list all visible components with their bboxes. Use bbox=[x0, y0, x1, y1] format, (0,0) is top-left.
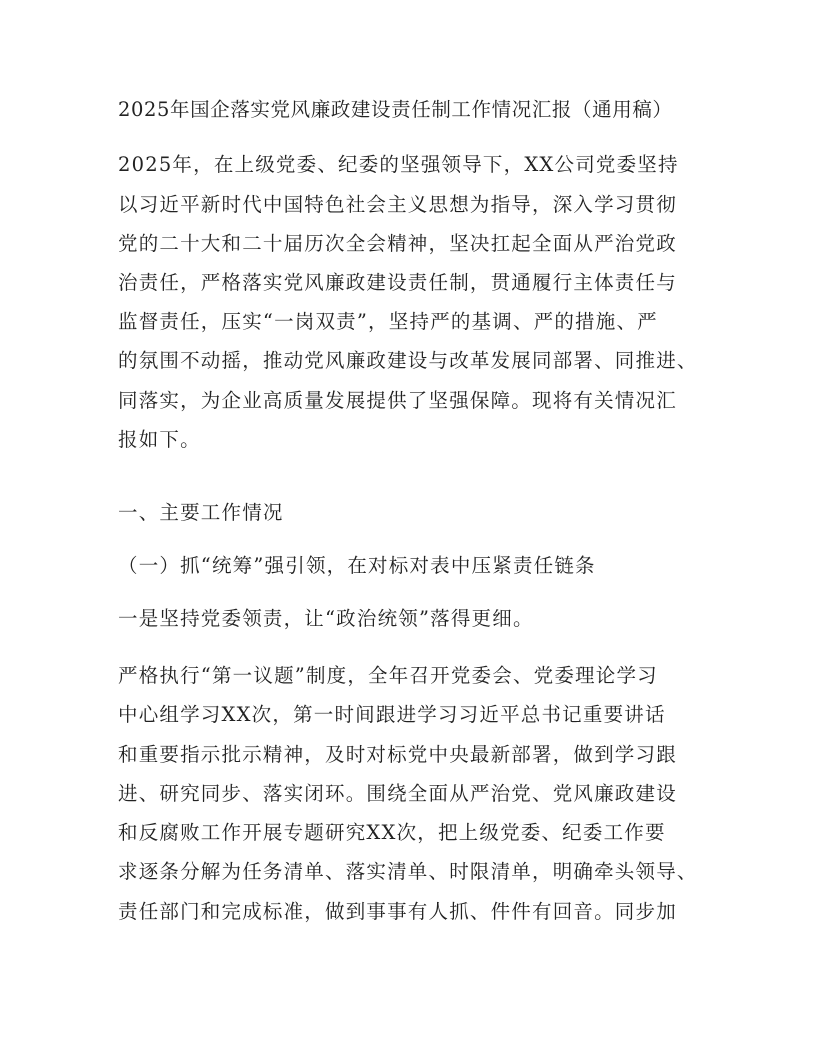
point-heading: 一是坚持党委领责，让“政治统领”落得更细。 bbox=[118, 607, 534, 630]
body-line-6: 求逐条分解为任务清单、落实清单、时限清单，明确牵头领导、 bbox=[118, 860, 698, 883]
intro-line-7: 同落实，为企业高质量发展提供了坚强保障。现将有关情况汇 bbox=[118, 389, 677, 412]
intro-line-3: 党的二十大和二十届历次全会精神，坚决扛起全面从严治党政 bbox=[118, 232, 677, 255]
section-heading: 一、主要工作情况 bbox=[118, 501, 284, 524]
intro-line-5: 监督责任，压实“一岗双责”，坚持严的基调、严的措施、严 bbox=[118, 310, 658, 333]
intro-line-4: 治责任，严格落实党风廉政建设责任制，贯通履行主体责任与 bbox=[118, 271, 677, 294]
intro-line-6: 的氛围不动摇，推动党风廉政建设与改革发展同部署、同推进、 bbox=[118, 349, 698, 372]
body-line-5: 和反腐败工作开展专题研究XX次，把上级党委、纪委工作要 bbox=[118, 821, 666, 844]
body-line-1: 严格执行“第一议题”制度，全年召开党委会、党委理论学习 bbox=[118, 664, 658, 687]
document-title: 2025年国企落实党风廉政建设责任制工作情况汇报（通用稿） bbox=[118, 98, 673, 121]
body-line-3: 和重要指示批示精神，及时对标党中央最新部署，做到学习跟 bbox=[118, 743, 677, 766]
body-line-2: 中心组学习XX次，第一时间跟进学习习近平总书记重要讲话 bbox=[118, 703, 666, 726]
body-line-4: 进、研究同步、落实闭环。围绕全面从严治党、党风廉政建设 bbox=[118, 782, 677, 805]
intro-line-1: 2025年，在上级党委、纪委的坚强领导下，XX公司党委坚持 bbox=[118, 153, 679, 176]
subsection-heading: （一）抓“统筹”强引领，在对标对表中压紧责任链条 bbox=[118, 554, 596, 577]
intro-line-2: 以习近平新时代中国特色社会主义思想为指导，深入学习贯彻 bbox=[118, 193, 677, 216]
intro-line-8: 报如下。 bbox=[118, 428, 201, 451]
body-line-7: 责任部门和完成标准，做到事事有人抓、件件有回音。同步加 bbox=[118, 900, 677, 923]
